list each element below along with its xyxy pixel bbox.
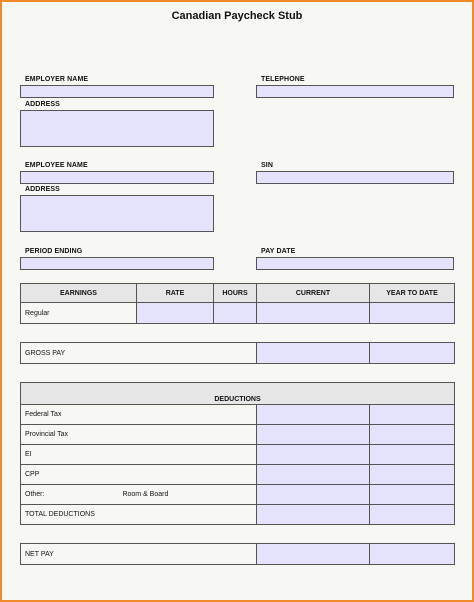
employee-name-field[interactable]: [20, 171, 214, 184]
sin-label: SIN: [261, 162, 273, 169]
ei-ytd-field[interactable]: [370, 445, 455, 465]
pay-date-field[interactable]: [256, 257, 454, 270]
cpp-current-field[interactable]: [257, 465, 370, 485]
pay-date-label: PAY DATE: [261, 248, 296, 255]
table-row: [21, 465, 455, 485]
period-ending-field[interactable]: [20, 257, 214, 270]
ei-label: EI: [21, 445, 257, 465]
employer-name-label: EMPLOYER NAME: [25, 76, 89, 83]
employer-address-field[interactable]: [20, 110, 214, 147]
period-ending-label: PERIOD ENDING: [25, 248, 83, 255]
employer-name-field[interactable]: [20, 85, 214, 98]
total-deductions-current-field[interactable]: [257, 505, 370, 525]
federal-tax-current-field[interactable]: [257, 405, 370, 425]
employee-address-field[interactable]: [20, 195, 214, 232]
table-row: [21, 485, 455, 505]
earnings-table: [20, 283, 455, 324]
net-pay-current-field[interactable]: [257, 544, 370, 565]
telephone-field[interactable]: [256, 85, 454, 98]
net-pay-label: NET PAY: [21, 544, 257, 565]
ei-current-field[interactable]: [257, 445, 370, 465]
table-row: [21, 343, 455, 364]
table-row: [21, 505, 455, 525]
other-ytd-field[interactable]: [370, 485, 455, 505]
gross-pay-current-field[interactable]: [257, 343, 370, 364]
regular-hours-field[interactable]: [214, 303, 257, 324]
federal-tax-label: Federal Tax: [21, 405, 257, 425]
total-deductions-label: TOTAL DEDUCTIONS: [21, 505, 257, 525]
regular-ytd-field[interactable]: [370, 303, 455, 324]
hours-col-header: HOURS: [214, 284, 257, 303]
table-row: [21, 544, 455, 565]
regular-rate-field[interactable]: [137, 303, 214, 324]
table-row: [21, 445, 455, 465]
page-title: Canadian Paycheck Stub: [171, 10, 303, 22]
table-row: [21, 303, 455, 324]
table-row: [21, 405, 455, 425]
cpp-label: CPP: [21, 465, 257, 485]
employee-name-label: EMPLOYEE NAME: [25, 162, 88, 169]
ytd-col-header: YEAR TO DATE: [370, 284, 455, 303]
earnings-header-row: [21, 284, 455, 303]
gross-pay-ytd-field[interactable]: [370, 343, 455, 364]
federal-tax-ytd-field[interactable]: [370, 405, 455, 425]
deductions-header: DEDUCTIONS: [21, 383, 455, 405]
net-pay-ytd-field[interactable]: [370, 544, 455, 565]
regular-label: Regular: [21, 303, 137, 324]
deductions-header-row: [21, 383, 455, 405]
deductions-table: [20, 382, 455, 525]
cpp-ytd-field[interactable]: [370, 465, 455, 485]
other-label: Other:: [25, 491, 45, 498]
gross-pay-label: GROSS PAY: [21, 343, 257, 364]
provincial-tax-current-field[interactable]: [257, 425, 370, 445]
employee-address-label: ADDRESS: [25, 186, 60, 193]
employer-address-label: ADDRESS: [25, 101, 60, 108]
other-current-field[interactable]: [257, 485, 370, 505]
room-and-board-text: Room & Board: [122, 491, 169, 498]
rate-col-header: RATE: [137, 284, 214, 303]
gross-pay-table: [20, 342, 455, 364]
total-deductions-ytd-field[interactable]: [370, 505, 455, 525]
sin-field[interactable]: [256, 171, 454, 184]
current-col-header: CURRENT: [257, 284, 370, 303]
other-deduction-cell: [21, 485, 257, 505]
regular-current-field[interactable]: [257, 303, 370, 324]
table-row: [21, 425, 455, 445]
provincial-tax-label: Provincial Tax: [21, 425, 257, 445]
provincial-tax-ytd-field[interactable]: [370, 425, 455, 445]
net-pay-table: [20, 543, 455, 565]
earnings-col-header: EARNINGS: [21, 284, 137, 303]
telephone-label: TELEPHONE: [261, 76, 305, 83]
